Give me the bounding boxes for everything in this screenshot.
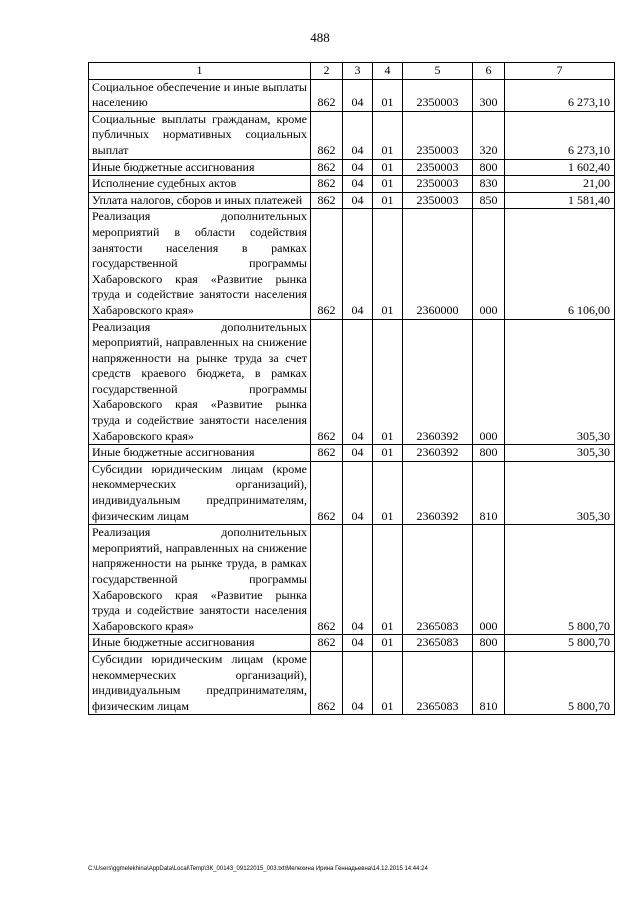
admin-code-cell: 862 <box>311 635 343 652</box>
subsection-cell: 01 <box>373 159 403 176</box>
section-cell: 04 <box>343 651 373 714</box>
row-name-cell: Исполнение судебных актов <box>89 176 311 193</box>
expense-type-cell: 810 <box>473 461 505 524</box>
expense-type-cell: 000 <box>473 319 505 445</box>
admin-code-cell: 862 <box>311 445 343 462</box>
expense-type-cell: 850 <box>473 192 505 209</box>
admin-code-cell: 862 <box>311 525 343 635</box>
amount-cell: 21,00 <box>505 176 615 193</box>
header-cell: 4 <box>373 63 403 80</box>
row-name-cell: Социальное обеспечение и иные выплаты населению <box>89 79 311 111</box>
table-header-row <box>89 63 615 80</box>
subsection-cell: 01 <box>373 209 403 319</box>
row-name-cell: Иные бюджетные ассигнования <box>89 635 311 652</box>
target-article-cell: 2360000 <box>403 209 473 319</box>
target-article-cell: 2365083 <box>403 635 473 652</box>
section-cell: 04 <box>343 319 373 445</box>
target-article-cell: 2360392 <box>403 445 473 462</box>
table-row <box>89 159 615 176</box>
target-article-cell: 2350003 <box>403 176 473 193</box>
expense-type-cell: 810 <box>473 651 505 714</box>
table-row <box>89 209 615 319</box>
section-cell: 04 <box>343 209 373 319</box>
expense-type-cell: 320 <box>473 111 505 159</box>
table-row <box>89 445 615 462</box>
expense-type-cell: 000 <box>473 209 505 319</box>
header-cell: 3 <box>343 63 373 80</box>
target-article-cell: 2350003 <box>403 192 473 209</box>
expense-type-cell: 000 <box>473 525 505 635</box>
target-article-cell: 2365083 <box>403 651 473 714</box>
target-article-cell: 2360392 <box>403 319 473 445</box>
expense-type-cell: 800 <box>473 445 505 462</box>
target-article-cell: 2350003 <box>403 111 473 159</box>
table-row <box>89 461 615 524</box>
table-row <box>89 79 615 111</box>
section-cell: 04 <box>343 461 373 524</box>
amount-cell: 5 800,70 <box>505 635 615 652</box>
table-row <box>89 192 615 209</box>
subsection-cell: 01 <box>373 635 403 652</box>
amount-cell: 6 273,10 <box>505 79 615 111</box>
section-cell: 04 <box>343 525 373 635</box>
row-name-cell: Иные бюджетные ассигнования <box>89 445 311 462</box>
admin-code-cell: 862 <box>311 176 343 193</box>
expense-type-cell: 830 <box>473 176 505 193</box>
expense-type-cell: 300 <box>473 79 505 111</box>
table-row <box>89 176 615 193</box>
subsection-cell: 01 <box>373 461 403 524</box>
row-name-cell: Субсидии юридическим лицам (кроме некоммерческих организаций), индивидуальным предпринимателям, физическим лицам <box>89 461 311 524</box>
header-cell: 7 <box>505 63 615 80</box>
row-name-cell: Уплата налогов, сборов и иных платежей <box>89 192 311 209</box>
section-cell: 04 <box>343 111 373 159</box>
amount-cell: 1 581,40 <box>505 192 615 209</box>
subsection-cell: 01 <box>373 651 403 714</box>
row-name-cell: Реализация дополнительных мероприятий в области содействия занятости населения в рамках государственной программы Хабаровского края «Развитие рынка труда и содействие занятости населения Хабаровского края» <box>89 209 311 319</box>
admin-code-cell: 862 <box>311 192 343 209</box>
admin-code-cell: 862 <box>311 651 343 714</box>
row-name-cell: Реализация дополнительных мероприятий, направленных на снижение напряженности на рынке труда за счет средств краевого бюджета, в рамках государственной программы Хабаровского края «Развитие рынка труда и содействие занятости населения Хабаровского края» <box>89 319 311 445</box>
amount-cell: 6 106,00 <box>505 209 615 319</box>
subsection-cell: 01 <box>373 525 403 635</box>
budget-table <box>88 62 615 715</box>
section-cell: 04 <box>343 635 373 652</box>
amount-cell: 305,30 <box>505 445 615 462</box>
target-article-cell: 2350003 <box>403 79 473 111</box>
amount-cell: 5 800,70 <box>505 651 615 714</box>
table-row <box>89 319 615 445</box>
table-row <box>89 635 615 652</box>
row-name-cell: Иные бюджетные ассигнования <box>89 159 311 176</box>
admin-code-cell: 862 <box>311 461 343 524</box>
row-name-cell: Субсидии юридическим лицам (кроме некоммерческих организаций), индивидуальным предпринимателям, физическим лицам <box>89 651 311 714</box>
section-cell: 04 <box>343 176 373 193</box>
subsection-cell: 01 <box>373 176 403 193</box>
table-row <box>89 111 615 159</box>
amount-cell: 5 800,70 <box>505 525 615 635</box>
admin-code-cell: 862 <box>311 159 343 176</box>
row-name-cell: Социальные выплаты гражданам, кроме публичных нормативных социальных выплат <box>89 111 311 159</box>
expense-type-cell: 800 <box>473 635 505 652</box>
subsection-cell: 01 <box>373 319 403 445</box>
admin-code-cell: 862 <box>311 111 343 159</box>
header-cell: 6 <box>473 63 505 80</box>
amount-cell: 6 273,10 <box>505 111 615 159</box>
target-article-cell: 2360392 <box>403 461 473 524</box>
header-cell: 2 <box>311 63 343 80</box>
header-cell: 1 <box>89 63 311 80</box>
row-name-cell: Реализация дополнительных мероприятий, направленных на снижение напряженности на рынке труда, в рамках государственной программы Хабаровского края «Развитие рынка труда и содействие занятости населения Хабаровского края» <box>89 525 311 635</box>
subsection-cell: 01 <box>373 192 403 209</box>
target-article-cell: 2365083 <box>403 525 473 635</box>
expense-type-cell: 800 <box>473 159 505 176</box>
page-number: 488 <box>310 30 330 45</box>
admin-code-cell: 862 <box>311 209 343 319</box>
section-cell: 04 <box>343 79 373 111</box>
amount-cell: 305,30 <box>505 461 615 524</box>
file-path-footer: C:\Users\ggmelekhina\AppData\Local\Temp\ЗК_00143_09122015_003.txt\Мелехина Ирина Геннадьевна\14.12.2015 14:44:24 <box>88 866 428 872</box>
section-cell: 04 <box>343 192 373 209</box>
table-row <box>89 651 615 714</box>
header-cell: 5 <box>403 63 473 80</box>
table-row <box>89 525 615 635</box>
target-article-cell: 2350003 <box>403 159 473 176</box>
amount-cell: 1 602,40 <box>505 159 615 176</box>
amount-cell: 305,30 <box>505 319 615 445</box>
section-cell: 04 <box>343 445 373 462</box>
section-cell: 04 <box>343 159 373 176</box>
subsection-cell: 01 <box>373 445 403 462</box>
admin-code-cell: 862 <box>311 319 343 445</box>
subsection-cell: 01 <box>373 111 403 159</box>
subsection-cell: 01 <box>373 79 403 111</box>
admin-code-cell: 862 <box>311 79 343 111</box>
